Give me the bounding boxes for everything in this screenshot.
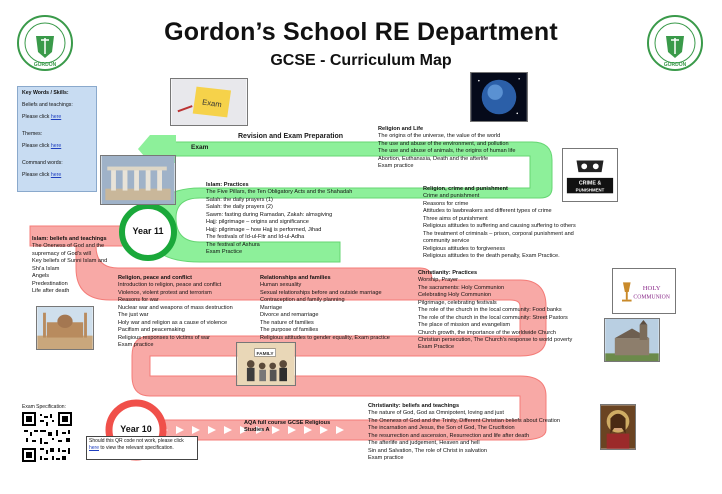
year10-label: Year 10 xyxy=(120,424,152,434)
list-item: community service xyxy=(423,238,470,245)
list-item: Sin and Salvation, The role of Christ in salvation xyxy=(368,447,487,454)
list-item: Worship, Prayer xyxy=(418,277,458,284)
qr-note-suffix: to view the relevant specification. xyxy=(99,445,174,451)
christianity-beliefs-title: Christianity: beliefs and teachings xyxy=(368,403,460,409)
school-crest-left-icon xyxy=(16,14,74,72)
list-item: The incarnation and Jesus, the Son of God, The Crucifixion xyxy=(368,425,515,432)
exam-note-image xyxy=(170,78,248,126)
family-sign-text: FAMILY xyxy=(256,351,274,357)
list-item: The festivals of Id-ul-Fitr and Id-ul-Adha xyxy=(206,234,305,241)
list-item: The treatment of criminals – prison, corporal punishment and xyxy=(423,230,574,237)
list-item: Nuclear war and weapons of mass destruction xyxy=(118,304,233,311)
page-subtitle: GCSE - Curriculum Map xyxy=(270,52,452,69)
command-words-link[interactable]: here xyxy=(50,172,62,179)
themes-link[interactable]: here xyxy=(50,143,62,150)
crime-sign-line1: CRIME & xyxy=(578,180,602,187)
list-item: The nature of God, God as Omnipotent, loving and just xyxy=(368,410,504,417)
year11-label: Year 11 xyxy=(132,226,164,236)
list-item: Hajj: pilgrimage – how Hajj is performed, Jihad xyxy=(206,226,322,233)
beliefs-link[interactable]: here xyxy=(50,114,62,121)
mosque-image xyxy=(36,306,94,350)
list-item: Exam practice xyxy=(378,163,414,170)
crest-left-text: GORDON xyxy=(33,62,57,68)
religion-crime-title: Religion, crime and punishment xyxy=(423,186,508,192)
greek-columns-image xyxy=(100,155,176,205)
list-item: Hajj: pilgrimage – origins and significance xyxy=(206,219,309,226)
list-item: The nature of families xyxy=(260,319,314,326)
christianity-practices-title: Christianity: Practices xyxy=(418,270,478,276)
relationships-title: Relationships and families xyxy=(260,275,331,281)
list-item: Celebrating Holy Communion xyxy=(418,292,492,299)
exam-spec-label: Exam Specification: xyxy=(22,404,66,410)
list-item: The festival of Ashura xyxy=(206,241,260,248)
qr-code-icon[interactable] xyxy=(22,412,72,462)
holy-communion-line1: HOLY xyxy=(642,285,661,293)
crime-sign-line2: PUNISHMENT xyxy=(575,187,605,193)
universe-image xyxy=(470,72,528,122)
holy-communion-image xyxy=(612,268,676,314)
qr-note-text: Should this QR code not work, please click xyxy=(89,438,184,444)
religion-life-title: Religion and Life xyxy=(378,126,424,132)
list-item: Divorce and remarriage xyxy=(260,312,319,319)
list-item: The Five Pillars, the Ten Obligatory Acts and the Shahadah xyxy=(206,189,353,196)
list-item: Pacifism and peacemaking xyxy=(118,327,185,334)
list-item: Shi’a Islam xyxy=(32,265,60,272)
section-islam-beliefs xyxy=(32,236,107,296)
list-item: Marriage xyxy=(260,304,283,311)
holy-communion-line2: COMMUNION xyxy=(633,294,670,301)
aqa-line2: Studies A xyxy=(244,427,270,434)
list-item: Religious attitudes to the death penalty, Exam Practice. xyxy=(423,252,560,259)
list-item: The role of the church in the local community: Street Pastors xyxy=(418,314,568,321)
list-item: Introduction to religion, peace and conflict xyxy=(118,282,222,289)
list-item: The just war xyxy=(118,312,149,319)
islam-practices-title: Islam: Practices xyxy=(206,182,249,188)
exam-note-text: Exam xyxy=(201,97,223,110)
list-item: Holy war and religion as a cause of violence xyxy=(118,319,228,326)
list-item: Contraception and family planning xyxy=(260,297,345,304)
list-item: Exam practice xyxy=(118,341,154,348)
jesus-portrait-image xyxy=(600,404,636,450)
aqa-line1: AQA full course GCSE Religious xyxy=(244,420,331,426)
list-item: Sawm: fasting during Ramadan, Zakah: almsgiving xyxy=(206,211,333,218)
list-item: Reasons for crime xyxy=(423,200,469,207)
section-relationships xyxy=(260,275,390,342)
themes-prompt: Please click xyxy=(22,143,51,150)
section-religion-crime xyxy=(423,186,576,260)
qr-note-link[interactable]: here xyxy=(89,445,100,451)
list-item: Reasons for war xyxy=(118,297,159,304)
list-item: Exam Practice xyxy=(418,344,455,351)
revision-label: Revision and Exam Preparation xyxy=(238,133,344,140)
crest-right-text: GORDON xyxy=(663,62,687,68)
keywords-box xyxy=(17,86,97,192)
list-item: Angels xyxy=(32,273,50,280)
list-item: Attitudes to lawbreakers and different types of crime xyxy=(423,208,552,215)
section-religion-life xyxy=(378,126,515,171)
beliefs-label: Beliefs and teachings: xyxy=(22,101,73,108)
list-item: Violence, violent protest and terrorism xyxy=(118,289,212,296)
list-item: The resurrection and ascension, Resurrection and life after death xyxy=(368,432,530,439)
list-item: supremacy of God’s will xyxy=(32,250,91,257)
exam-label: Exam xyxy=(191,144,209,151)
aqa-label xyxy=(244,420,330,435)
qr-fallback-note xyxy=(86,436,198,460)
list-item: Pilgrimage, celebrating festivals xyxy=(418,299,497,306)
section-islam-practices xyxy=(206,182,352,256)
list-item: Predestination xyxy=(32,280,68,287)
list-item: Salah: the daily prayers (1) xyxy=(206,196,273,203)
list-item: Christian persecution, The Church’s response to world poverty xyxy=(418,336,573,343)
section-christianity-practices xyxy=(418,270,572,352)
church-image xyxy=(604,318,660,362)
themes-label: Themes: xyxy=(22,130,43,137)
command-words-label: Command words: xyxy=(22,159,63,166)
list-item: Life after death xyxy=(32,288,70,295)
keywords-heading: Key Words / Skills: xyxy=(22,90,69,96)
list-item: Exam practice xyxy=(368,455,404,462)
religion-peace-title: Religion, peace and conflict xyxy=(118,275,192,281)
list-item: Religious responses to victims of war xyxy=(118,334,211,341)
list-item: Abortion, Euthanasia, Death and the afterlife xyxy=(378,155,489,162)
list-item: The afterlife and judgement, Heaven and hell xyxy=(368,440,480,447)
list-item: The Oneness of God and the Trinity, Different Christian beliefs about Creation xyxy=(368,417,560,424)
crime-punishment-image xyxy=(562,148,618,202)
list-item: The sacraments: Holy Communion xyxy=(418,284,505,291)
list-item: Religious attitudes to suffering and causing suffering to others xyxy=(423,223,576,230)
list-item: The purpose of families xyxy=(260,327,319,334)
list-item: The place of mission and evangelism xyxy=(418,322,511,329)
list-item: Sexual relationships before and outside marriage xyxy=(260,289,382,296)
list-item: The role of the church in the local community: Food banks xyxy=(418,307,562,314)
list-item: Key beliefs of Sunni Islam and xyxy=(32,258,108,265)
list-item: The use and abuse of animals, the origins of human life xyxy=(378,148,516,155)
list-item: The origins of the universe, the value of the world xyxy=(378,133,501,140)
command-words-prompt: Please click xyxy=(22,172,51,179)
islam-beliefs-title: Islam: beliefs and teachings xyxy=(32,236,107,242)
beliefs-prompt: Please click xyxy=(22,114,51,121)
list-item: Human sexuality xyxy=(260,282,302,289)
list-item: Religious attitudes to forgiveness xyxy=(423,245,506,252)
list-item: Religious attitudes to gender equality, Exam practice xyxy=(260,334,390,341)
list-item: Three aims of punishment xyxy=(423,215,488,222)
list-item: Church growth, the importance of the worldwide Church xyxy=(418,329,557,336)
list-item: The Oneness of God and the xyxy=(32,243,105,250)
school-crest-right-icon xyxy=(646,14,704,72)
family-image xyxy=(236,342,296,386)
list-item: Salah: the daily prayers (2) xyxy=(206,204,273,211)
section-religion-peace xyxy=(118,275,233,349)
section-christianity-beliefs xyxy=(368,403,560,463)
list-item: The use and abuse of the environment, and pollution xyxy=(378,140,509,147)
page-title: Gordon’s School RE Department xyxy=(164,18,558,46)
list-item: Exam Practice xyxy=(206,248,243,255)
list-item: Crime and punishment xyxy=(423,193,480,200)
